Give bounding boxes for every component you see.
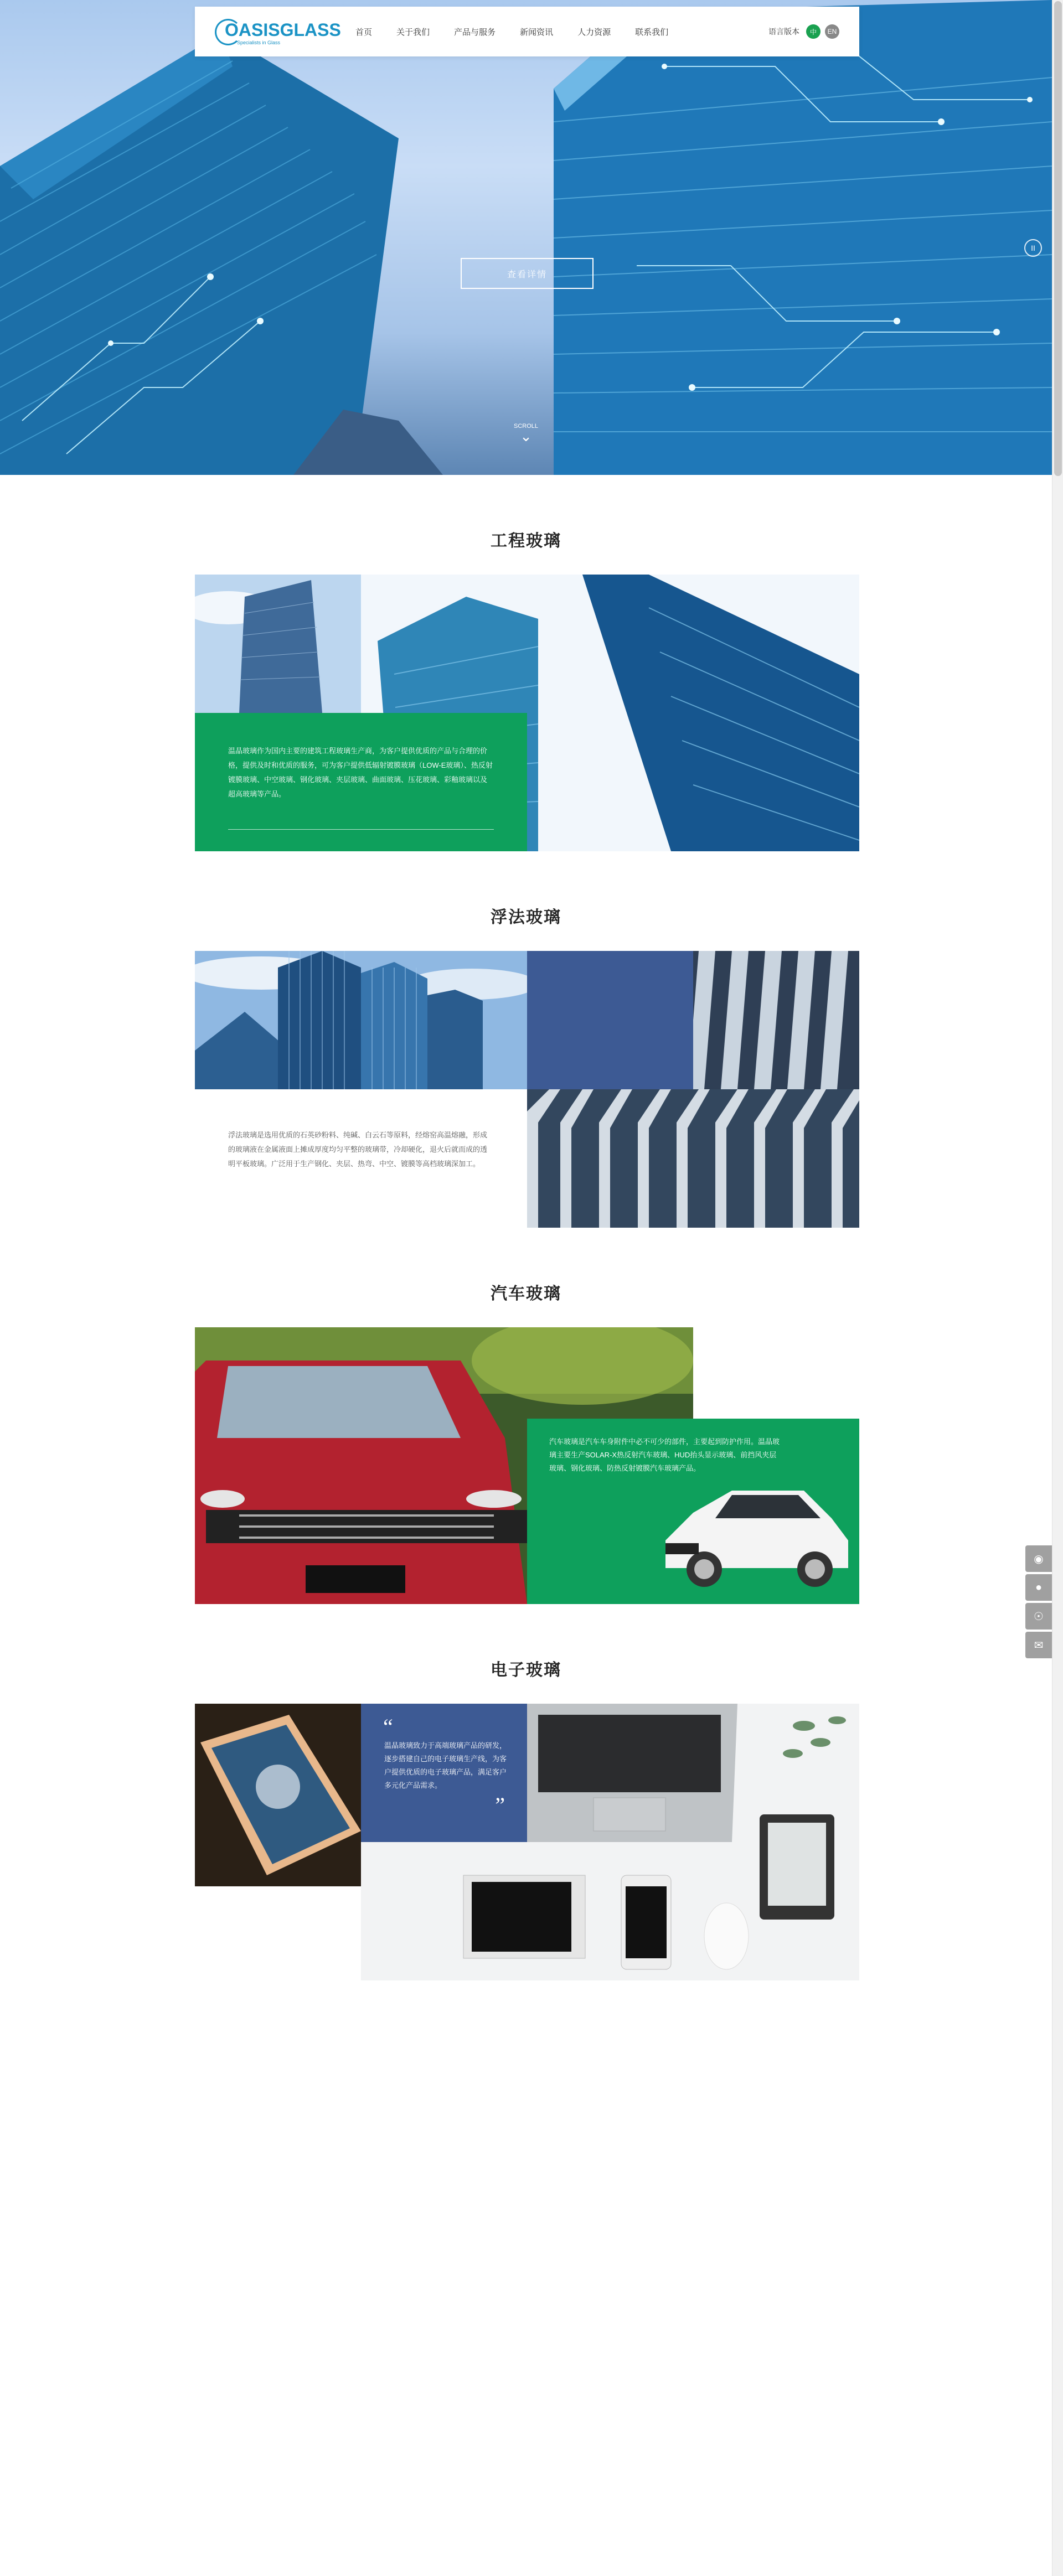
engineering-description: 温晶玻璃作为国内主要的建筑工程玻璃生产商，为客户提供优质的产品与合理的价格，提供及时和优质的服务，可为客户提供低辐射镀膜玻璃（LOW-E玻璃）、热反射镀膜玻璃、中空玻璃、钢化玻璃、夹层玻璃、曲面玻璃、压花玻璃、彩釉玻璃以及超高玻璃等产品。 xyxy=(228,747,493,798)
auto-text-box xyxy=(527,1419,859,1604)
phone-in-hand-graphic xyxy=(195,1704,361,1886)
divider xyxy=(228,829,494,830)
float-description: 浮法玻璃是选用优质的石英砂粉料、纯碱、白云石等原料，经熔窑高温熔融，形成的玻璃液在金属液面上摊成厚度均匀平整的玻璃带，冷却硬化，退火后就而成的透明平板玻璃。广泛用于生产钢化、夹层、热弯、中空、镀膜等高档玻璃深加工。 xyxy=(228,1131,488,1168)
glass-fins-graphic xyxy=(527,1089,859,1228)
float-glass-panel xyxy=(195,951,859,1228)
electronic-glass-panel xyxy=(195,1704,859,1980)
nav-item-hr[interactable]: 人力资源 xyxy=(577,27,611,37)
float-image-1 xyxy=(195,951,527,1089)
header-bar xyxy=(195,7,859,56)
electronic-image-phone xyxy=(195,1704,361,1886)
float-text-box xyxy=(195,1089,527,1228)
main-nav xyxy=(355,7,693,56)
section-title-auto: 汽车玻璃 xyxy=(491,1285,561,1303)
float-blue-block xyxy=(527,951,693,1089)
section-title-electronic: 电子玻璃 xyxy=(491,1661,561,1679)
engineering-image-1 xyxy=(195,575,361,713)
nav-item-home[interactable]: 首页 xyxy=(355,27,373,37)
engineering-glass-panel xyxy=(195,575,859,851)
logo-tagline: Specialists in Glass xyxy=(237,40,281,45)
quote-close-icon: ” xyxy=(495,1793,505,1818)
nav-item-about[interactable]: 关于我们 xyxy=(396,27,430,37)
hero-city-illustration xyxy=(0,0,1052,475)
float-image-2 xyxy=(693,951,859,1089)
floating-contact-bar xyxy=(1025,1545,1052,1661)
scrollbar-thumb[interactable] xyxy=(1054,1,1062,476)
qq-icon[interactable]: ◉ xyxy=(1025,1545,1052,1572)
page-scrollbar[interactable] xyxy=(1052,0,1063,2576)
scroll-hint-text: SCROLL xyxy=(513,423,539,430)
scroll-down-hint[interactable] xyxy=(498,423,554,443)
hero-banner xyxy=(0,0,1052,475)
hero-detail-button[interactable]: 查看详情 xyxy=(461,258,594,289)
nav-item-contact[interactable]: 联系我们 xyxy=(635,27,669,37)
nav-item-news[interactable]: 新闻资讯 xyxy=(520,27,554,37)
site-logo[interactable] xyxy=(215,15,341,48)
electronic-text-box xyxy=(361,1704,527,1842)
float-image-3 xyxy=(527,1089,859,1228)
slider-pause-button[interactable]: II xyxy=(1024,239,1042,257)
auto-glass-panel xyxy=(195,1327,859,1604)
language-switcher xyxy=(768,7,839,56)
skyscrapers-graphic xyxy=(195,951,527,1089)
auto-description: 汽车玻璃是汽车车身附件中必不可少的部件，主要起到防护作用。温晶玻璃主要生产SOLAR-X热反射汽车玻璃、HUD抬头显示玻璃、前挡风夹层玻璃、钢化玻璃、防热反射镀膜汽车玻璃产品。 xyxy=(549,1437,780,1472)
quote-open-icon: “ xyxy=(383,1714,393,1739)
message-icon[interactable]: ✉ xyxy=(1025,1632,1052,1658)
logo-text: OASISGLASS xyxy=(225,20,341,40)
lang-en-button[interactable]: EN xyxy=(825,24,839,39)
glass-facade-graphic xyxy=(693,951,859,1089)
weibo-icon[interactable]: ☉ xyxy=(1025,1603,1052,1630)
engineering-text-box xyxy=(195,713,527,851)
language-label: 语言版本 xyxy=(768,27,799,36)
section-title-float: 浮法玻璃 xyxy=(491,908,561,927)
lang-zh-button[interactable]: 中 xyxy=(806,24,821,39)
section-title-engineering: 工程玻璃 xyxy=(491,532,561,550)
chevron-down-icon: ⌄ xyxy=(520,428,532,444)
white-suv-graphic xyxy=(649,1480,859,1590)
nav-item-products[interactable]: 产品与服务 xyxy=(454,27,496,37)
wechat-icon[interactable]: ● xyxy=(1025,1574,1052,1601)
electronic-description: 温晶玻璃致力于高端玻璃产品的研发，逐步搭建自己的电子玻璃生产线，为客户提供优质的电子玻璃产品，满足客户多元化产品需求。 xyxy=(384,1741,507,1789)
sky-building-graphic xyxy=(195,575,361,713)
